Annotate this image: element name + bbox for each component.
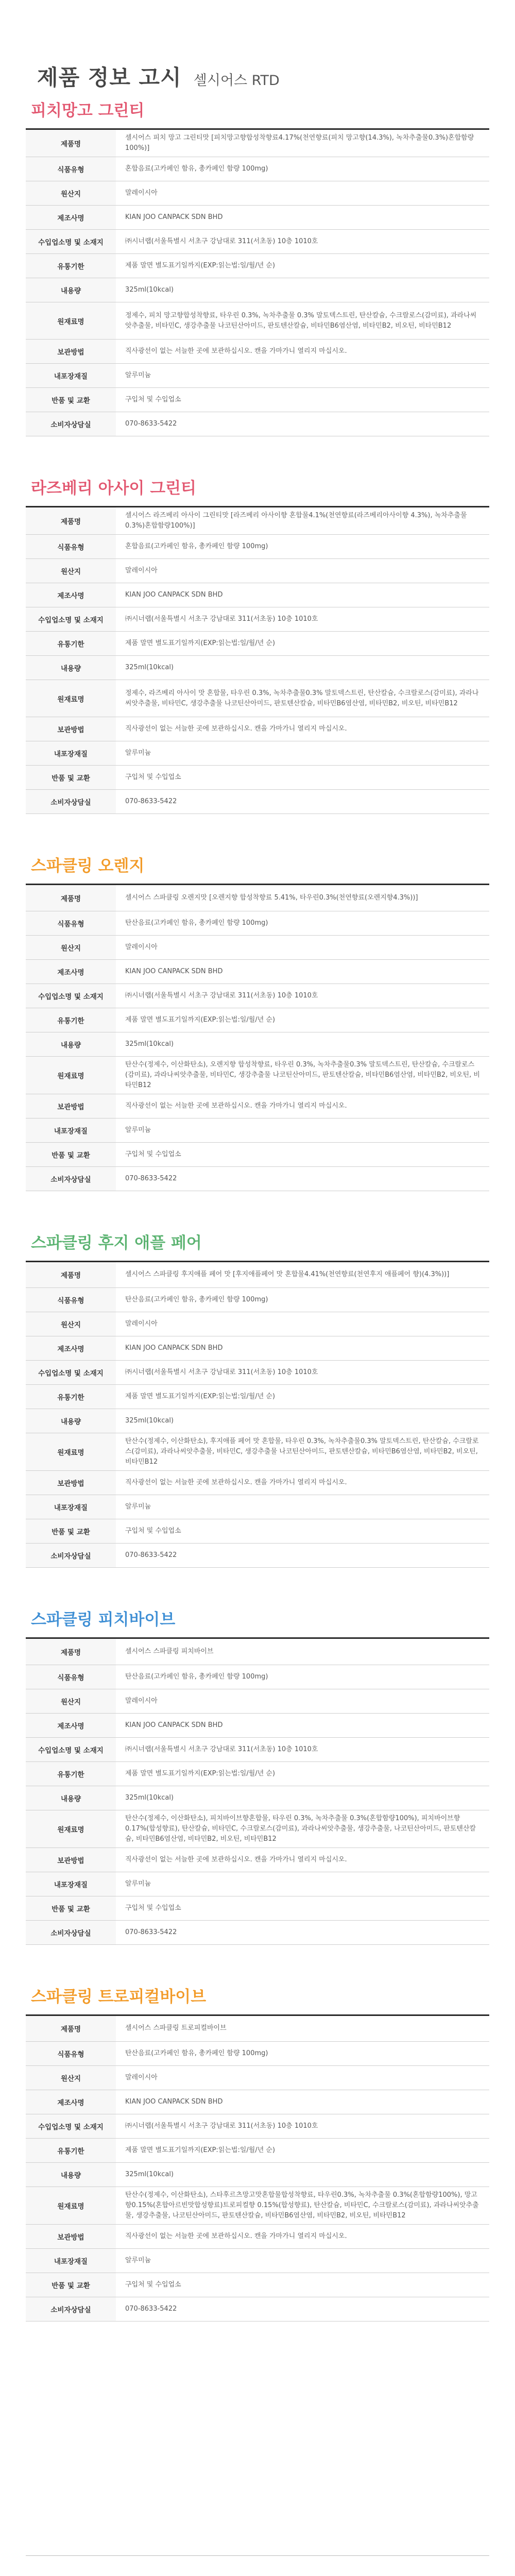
info-value: ㈜시너랩(서울특별시 서초구 강남대로 311(서초동) 10층 1010호: [116, 1737, 489, 1761]
info-value: 알루미늄: [116, 364, 489, 388]
info-value: 구입처 및 수입업소: [116, 2273, 489, 2297]
info-row-ingredients: [26, 302, 489, 340]
info-value: 알루미늄: [116, 1118, 489, 1142]
info-row-food-type: [26, 1665, 489, 1689]
info-row-packaging: [26, 741, 489, 766]
info-row-origin: [26, 2066, 489, 2090]
info-label: 보관방법: [26, 1848, 116, 1872]
product-info-table: [26, 1639, 489, 1945]
info-value: ㈜시너랩(서울특별시 서초구 강남대로 311(서초동) 10층 1010호: [116, 230, 489, 254]
info-label: 원산지: [26, 2066, 116, 2090]
info-row-expiry: [26, 1385, 489, 1409]
info-row-importer: [26, 607, 489, 632]
info-value: 알루미늄: [116, 2249, 489, 2273]
info-label: 식품유형: [26, 1288, 116, 1312]
info-label: 제품명: [26, 507, 116, 535]
product-title: 스파클링 후지 애플 페어: [31, 1233, 202, 1252]
info-row-manufacturer: [26, 1713, 489, 1737]
info-label: 수입업소명 및 소재지: [26, 1737, 116, 1761]
info-value: ㈜시너랩(서울특별시 서초구 강남대로 311(서초동) 10층 1010호: [116, 607, 489, 632]
info-row-returns: [26, 766, 489, 790]
info-value: 구입처 및 수입업소: [116, 1519, 489, 1544]
info-label: 식품유형: [26, 1665, 116, 1689]
info-label: 유통기한: [26, 2139, 116, 2163]
info-label: 내포장재질: [26, 2249, 116, 2273]
info-label: 원재료명: [26, 1433, 116, 1471]
info-value: 탄산음료(고카페인 함유, 총카페인 함량 100mg): [116, 1288, 489, 1312]
product-section: [26, 103, 489, 436]
product-info-table: [26, 885, 489, 1191]
info-label: 소비자상담실: [26, 1544, 116, 1568]
info-value: 325ml(10kcal): [116, 278, 489, 302]
info-label: 제조사명: [26, 583, 116, 607]
info-value: 정제수, 피치 망고향합성착향료, 타우린 0.3%, 녹차추출물 0.3% 말토덱스트린, 탄산칼슘, 수크랄로스(감미료), 과라나씨앗추출물, 비타민C, 생강추출물 나코틴산아미드, 판토텐산칼슘, 비타민B6염산염, 비타민B2, 비오틴, 비타민B12: [116, 302, 489, 340]
notice-section: [26, 2555, 489, 2576]
info-value: KIAN JOO CANPACK SDN BHD: [116, 959, 489, 984]
info-row-volume: [26, 2163, 489, 2187]
info-value: 셀시어스 라즈베리 아사이 그린티맛 [라즈베리 아사이향 혼합물4.1%(천연향료(라즈베리아사이향 4.3%), 녹차추출물0.3%)혼합함량100%)]: [116, 507, 489, 535]
info-value: ㈜시너랩(서울특별시 서초구 강남대로 311(서초동) 10층 1010호: [116, 984, 489, 1008]
info-value: 셀시어스 스파클링 후지애플 페어 맛 [후지애플페어 맛 혼합물4.41%(천연향료(천연후지 애플페어 향)(4.3%))]: [116, 1262, 489, 1288]
info-label: 원산지: [26, 181, 116, 206]
info-value: 제품 말면 별도표기일까지(EXP:읽는법:일/월/년 순): [116, 254, 489, 278]
info-value: 구입처 및 수입업소: [116, 388, 489, 412]
info-label: 반품 및 교환: [26, 1142, 116, 1166]
info-label: 식품유형: [26, 535, 116, 559]
product-section: [26, 481, 489, 814]
info-label: 반품 및 교환: [26, 1896, 116, 1920]
info-value: 제품 말면 별도표기일까지(EXP:읽는법:일/월/년 순): [116, 1761, 489, 1786]
info-row-ingredients: [26, 1433, 489, 1471]
info-row-returns: [26, 2273, 489, 2297]
info-value: 325ml(10kcal): [116, 1032, 489, 1056]
info-label: 수입업소명 및 소재지: [26, 2114, 116, 2139]
page-subtitle: 셀시어스 RTD: [193, 73, 280, 89]
info-label: 제품명: [26, 885, 116, 911]
info-label: 원산지: [26, 1689, 116, 1713]
info-row-manufacturer: [26, 1336, 489, 1361]
info-label: 내포장재질: [26, 364, 116, 388]
info-label: 제품명: [26, 1262, 116, 1288]
info-label: 제조사명: [26, 1336, 116, 1361]
info-value: 325ml(10kcal): [116, 2163, 489, 2187]
info-row-volume: [26, 1786, 489, 1810]
info-row-food-type: [26, 535, 489, 559]
info-row-origin: [26, 1689, 489, 1713]
product-title: 스파클링 피치바이브: [31, 1611, 176, 1629]
info-row-storage: [26, 1848, 489, 1872]
info-value: 직사광선이 없는 서늘한 곳에 보관하십시오. 캔을 가마가니 열리지 마십시오.: [116, 717, 489, 741]
info-row-volume: [26, 1409, 489, 1433]
info-label: 원재료명: [26, 2187, 116, 2225]
info-label: 제조사명: [26, 959, 116, 984]
info-row-product-name: [26, 507, 489, 535]
info-label: 원산지: [26, 935, 116, 959]
info-value: 정제수, 라즈베리 아사이 맛 혼합물, 타우린 0.3%, 녹차추출물0.3% 말토덱스트린, 탄산칼슘, 수크랄로스(감미료), 과라나씨앗추출물, 비타민C, 생강추출물 나코틴산아미드, 판토텐산칼슘, 비타민B6염산염, 비타민B2, 비오틴, 비타민B12: [116, 680, 489, 717]
info-row-storage: [26, 340, 489, 364]
info-row-origin: [26, 1312, 489, 1336]
info-value: 직사광선이 없는 서늘한 곳에 보관하십시오. 캔을 가마가니 열리지 마십시오.: [116, 340, 489, 364]
info-row-manufacturer: [26, 206, 489, 230]
info-label: 반품 및 교환: [26, 1519, 116, 1544]
info-row-volume: [26, 656, 489, 680]
info-value: 알루미늄: [116, 1872, 489, 1896]
info-row-ingredients: [26, 1056, 489, 1094]
info-value: 말레이시아: [116, 2066, 489, 2090]
info-row-manufacturer: [26, 959, 489, 984]
info-value: 제품 말면 별도표기일까지(EXP:읽는법:일/월/년 순): [116, 1385, 489, 1409]
info-value: 070-8633-5422: [116, 790, 489, 814]
info-row-food-type: [26, 157, 489, 181]
info-row-consumer: [26, 412, 489, 436]
product-info-table: [26, 1262, 489, 1568]
info-value: 325ml(10kcal): [116, 1409, 489, 1433]
product-title: 스파클링 트로피컬바이브: [31, 1987, 207, 2006]
info-label: 반품 및 교환: [26, 766, 116, 790]
info-value: KIAN JOO CANPACK SDN BHD: [116, 583, 489, 607]
product-section: [26, 1989, 489, 2322]
info-label: 보관방법: [26, 1471, 116, 1495]
info-label: 수입업소명 및 소재지: [26, 230, 116, 254]
info-value: ㈜시너랩(서울특별시 서초구 강남대로 311(서초동) 10층 1010호: [116, 1361, 489, 1385]
info-label: 반품 및 교환: [26, 388, 116, 412]
info-label: 수입업소명 및 소재지: [26, 607, 116, 632]
info-label: 제조사명: [26, 2090, 116, 2114]
info-value: 말레이시아: [116, 181, 489, 206]
info-row-importer: [26, 230, 489, 254]
info-label: 내용량: [26, 1786, 116, 1810]
info-label: 소비자상담실: [26, 412, 116, 436]
info-row-returns: [26, 388, 489, 412]
info-label: 원재료명: [26, 1810, 116, 1848]
info-label: 보관방법: [26, 340, 116, 364]
info-label: 원재료명: [26, 1056, 116, 1094]
info-value: KIAN JOO CANPACK SDN BHD: [116, 1713, 489, 1737]
info-row-origin: [26, 181, 489, 206]
info-row-manufacturer: [26, 583, 489, 607]
info-value: ㈜시너랩(서울특별시 서초구 강남대로 311(서초동) 10층 1010호: [116, 2114, 489, 2139]
info-value: 셀시어스 스파클링 오렌지맛 [오렌지향 합성착향료 5.41%, 타우린0.3%(천연향료(오렌지향4.3%))]: [116, 885, 489, 911]
info-label: 보관방법: [26, 2225, 116, 2249]
info-value: 직사광선이 없는 서늘한 곳에 보관하십시오. 캔을 가마가니 열리지 마십시오.: [116, 1471, 489, 1495]
page-header: [0, 0, 515, 103]
info-label: 원재료명: [26, 302, 116, 340]
info-row-manufacturer: [26, 2090, 489, 2114]
info-value: 직사광선이 없는 서늘한 곳에 보관하십시오. 캔을 가마가니 열리지 마십시오.: [116, 1848, 489, 1872]
info-value: 070-8633-5422: [116, 1166, 489, 1191]
info-label: 제품명: [26, 2016, 116, 2042]
page-title: 제품 정보 고시: [37, 65, 182, 90]
info-label: 수입업소명 및 소재지: [26, 984, 116, 1008]
info-row-storage: [26, 2225, 489, 2249]
info-row-storage: [26, 1471, 489, 1495]
product-section: [26, 858, 489, 1191]
product-info-table: [26, 2016, 489, 2322]
info-value: 혼합음료(고카페인 함유, 총카페인 함량 100mg): [116, 157, 489, 181]
info-label: 보관방법: [26, 717, 116, 741]
info-value: 말레이시아: [116, 559, 489, 583]
info-label: 내용량: [26, 1409, 116, 1433]
info-label: 수입업소명 및 소재지: [26, 1361, 116, 1385]
product-title: 피치망고 그린티: [31, 101, 145, 120]
info-label: 제조사명: [26, 1713, 116, 1737]
info-value: 셀시어스 스파클링 피치바이브: [116, 1639, 489, 1665]
info-row-consumer: [26, 1920, 489, 1944]
info-row-food-type: [26, 911, 489, 935]
info-label: 유통기한: [26, 1008, 116, 1032]
info-label: 내용량: [26, 278, 116, 302]
info-label: 유통기한: [26, 1385, 116, 1409]
info-value: 말레이시아: [116, 935, 489, 959]
info-label: 소비자상담실: [26, 1166, 116, 1191]
info-row-importer: [26, 1361, 489, 1385]
info-label: 제조사명: [26, 206, 116, 230]
info-label: 소비자상담실: [26, 1920, 116, 1944]
info-row-ingredients: [26, 680, 489, 717]
info-label: 내포장재질: [26, 741, 116, 766]
info-value: 325ml(10kcal): [116, 656, 489, 680]
info-label: 유통기한: [26, 632, 116, 656]
info-value: 070-8633-5422: [116, 412, 489, 436]
product-info-table: [26, 130, 489, 436]
info-label: 원산지: [26, 1312, 116, 1336]
info-value: 070-8633-5422: [116, 1544, 489, 1568]
info-value: 제품 말면 별도표기일까지(EXP:읽는법:일/월/년 순): [116, 2139, 489, 2163]
info-label: 내포장재질: [26, 1495, 116, 1519]
info-value: 탄산음료(고카페인 함유, 총카페인 함량 100mg): [116, 1665, 489, 1689]
info-row-importer: [26, 1737, 489, 1761]
info-row-expiry: [26, 632, 489, 656]
info-value: 구입처 및 수입업소: [116, 1142, 489, 1166]
info-label: 식품유형: [26, 911, 116, 935]
info-value: 070-8633-5422: [116, 2297, 489, 2321]
info-label: 소비자상담실: [26, 790, 116, 814]
info-label: 소비자상담실: [26, 2297, 116, 2321]
info-value: 구입처 및 수입업소: [116, 766, 489, 790]
info-row-storage: [26, 1094, 489, 1118]
info-value: 탄산수(정제수, 이산화탄소), 스타후르츠망고맛혼합물합성착향료, 타우린0.3%, 녹차추출물 0.3%(혼합함량100%), 망고향0.15%(혼합아르빈맛합성향료)트로피컬향 0.15%(합성향료), 탄산칼슘, 비타민C, 수크랄로스(감미료), 과라나씨앗추출물, 생강추출물, 나코틴산아미드, 판토텐산칼슘, 비타민B6염산염, 비타민B2, 비오틴, 비타민B12: [116, 2187, 489, 2225]
product-section: [26, 1612, 489, 1945]
info-row-expiry: [26, 1008, 489, 1032]
info-value: 구입처 및 수입업소: [116, 1896, 489, 1920]
info-row-product-name: [26, 2016, 489, 2042]
info-value: 탄산수(정제수, 이산화탄소), 후지애플 페어 맛 혼합물, 타우린 0.3%, 녹차추출물0.3% 말토덱스트린, 탄산칼슘, 수크랄로스(감미료), 과라나씨앗추출물, 비타민C, 생강추출물 나코틴산아미드, 판토텐산칼슘, 비타민B6염산염, 비타민B2, 비오틴, 비타민B12: [116, 1433, 489, 1471]
info-row-volume: [26, 1032, 489, 1056]
info-label: 내용량: [26, 656, 116, 680]
info-value: 직사광선이 없는 서늘한 곳에 보관하십시오. 캔을 가마가니 열리지 마십시오.: [116, 2225, 489, 2249]
info-label: 내포장재질: [26, 1872, 116, 1896]
info-label: 유통기한: [26, 1761, 116, 1786]
notice-title: [26, 2556, 489, 2576]
info-row-consumer: [26, 1544, 489, 1568]
info-row-consumer: [26, 2297, 489, 2321]
info-label: 원재료명: [26, 680, 116, 717]
info-label: 보관방법: [26, 1094, 116, 1118]
info-row-product-name: [26, 130, 489, 157]
info-row-ingredients: [26, 2187, 489, 2225]
info-row-importer: [26, 984, 489, 1008]
info-value: 알루미늄: [116, 1495, 489, 1519]
info-value: 제품 말면 별도표기일까지(EXP:읽는법:일/월/년 순): [116, 632, 489, 656]
info-label: 원산지: [26, 559, 116, 583]
info-row-returns: [26, 1896, 489, 1920]
info-label: 반품 및 교환: [26, 2273, 116, 2297]
product-section: [26, 1235, 489, 1568]
info-label: 식품유형: [26, 157, 116, 181]
info-value: KIAN JOO CANPACK SDN BHD: [116, 2090, 489, 2114]
info-value: 탄산음료(고카페인 함유, 총카페인 함량 100mg): [116, 2042, 489, 2066]
info-row-packaging: [26, 1495, 489, 1519]
info-row-expiry: [26, 2139, 489, 2163]
info-row-expiry: [26, 1761, 489, 1786]
info-value: KIAN JOO CANPACK SDN BHD: [116, 1336, 489, 1361]
info-row-ingredients: [26, 1810, 489, 1848]
info-label: 식품유형: [26, 2042, 116, 2066]
info-label: 내용량: [26, 2163, 116, 2187]
info-row-consumer: [26, 1166, 489, 1191]
product-title: 스파클링 오렌지: [31, 857, 145, 875]
info-value: 탄산수(정제수, 이산화탄소), 오렌지향 합성착향료, 타우린 0.3%, 녹차추출물0.3% 말토덱스트린, 탄산칼슘, 수크랄로스(감미료), 과라나씨앗추출물, 비타민C, 생강추출물 나코틴산아미드, 판토텐산칼슘, 비타민B6염산염, 비타민B2, 비오틴, 비타민B12: [116, 1056, 489, 1094]
info-value: 혼합음료(고카페인 함유, 총카페인 함량 100mg): [116, 535, 489, 559]
info-row-product-name: [26, 885, 489, 911]
info-value: 말레이시아: [116, 1689, 489, 1713]
info-row-food-type: [26, 2042, 489, 2066]
info-value: 직사광선이 없는 서늘한 곳에 보관하십시오. 캔을 가마가니 열리지 마십시오.: [116, 1094, 489, 1118]
info-value: 알루미늄: [116, 741, 489, 766]
info-row-packaging: [26, 1118, 489, 1142]
info-row-packaging: [26, 364, 489, 388]
product-title: 라즈베리 아사이 그린티: [31, 479, 197, 498]
info-row-consumer: [26, 790, 489, 814]
info-value: 탄산음료(고카페인 함유, 총카페인 함량 100mg): [116, 911, 489, 935]
info-label: 제품명: [26, 1639, 116, 1665]
product-sections: [0, 103, 515, 2321]
info-value: 제품 말면 별도표기일까지(EXP:읽는법:일/월/년 순): [116, 1008, 489, 1032]
info-value: 070-8633-5422: [116, 1920, 489, 1944]
info-row-returns: [26, 1142, 489, 1166]
info-row-product-name: [26, 1639, 489, 1665]
info-label: 내용량: [26, 1032, 116, 1056]
info-row-packaging: [26, 1872, 489, 1896]
info-label: 유통기한: [26, 254, 116, 278]
info-row-expiry: [26, 254, 489, 278]
info-value: 탄산수(정제수, 이산화탄소), 피치바이브향혼합물, 타우린 0.3%, 녹차추출물 0.3%(혼합함량100%), 피치바이브향0.17%(합성향료), 탄산칼슘, 비타민C, 수크랄로스(감미료), 과라나씨앗추출물, 생강추출물, 나코틴산아미드, 판토텐산칼슘, 비타민B6염산염, 비타민B2, 비오틴, 비타민B12: [116, 1810, 489, 1848]
info-row-importer: [26, 2114, 489, 2139]
info-value: 말레이시아: [116, 1312, 489, 1336]
info-row-storage: [26, 717, 489, 741]
info-value: KIAN JOO CANPACK SDN BHD: [116, 206, 489, 230]
info-row-packaging: [26, 2249, 489, 2273]
info-value: 325ml(10kcal): [116, 1786, 489, 1810]
info-row-returns: [26, 1519, 489, 1544]
info-row-origin: [26, 559, 489, 583]
info-label: 내포장재질: [26, 1118, 116, 1142]
info-value: 셀시어스 피치 망고 그린티맛 [피치망고향합성착향료4.17%(천연향료(피치 망고향(14.3%), 녹차추출물0.3%)혼합함량100%)]: [116, 130, 489, 157]
info-value: 셀시어스 스파클링 트로피컬바이브: [116, 2016, 489, 2042]
product-info-table: [26, 507, 489, 814]
info-row-product-name: [26, 1262, 489, 1288]
info-row-volume: [26, 278, 489, 302]
info-row-origin: [26, 935, 489, 959]
info-label: 제품명: [26, 130, 116, 157]
info-row-food-type: [26, 1288, 489, 1312]
